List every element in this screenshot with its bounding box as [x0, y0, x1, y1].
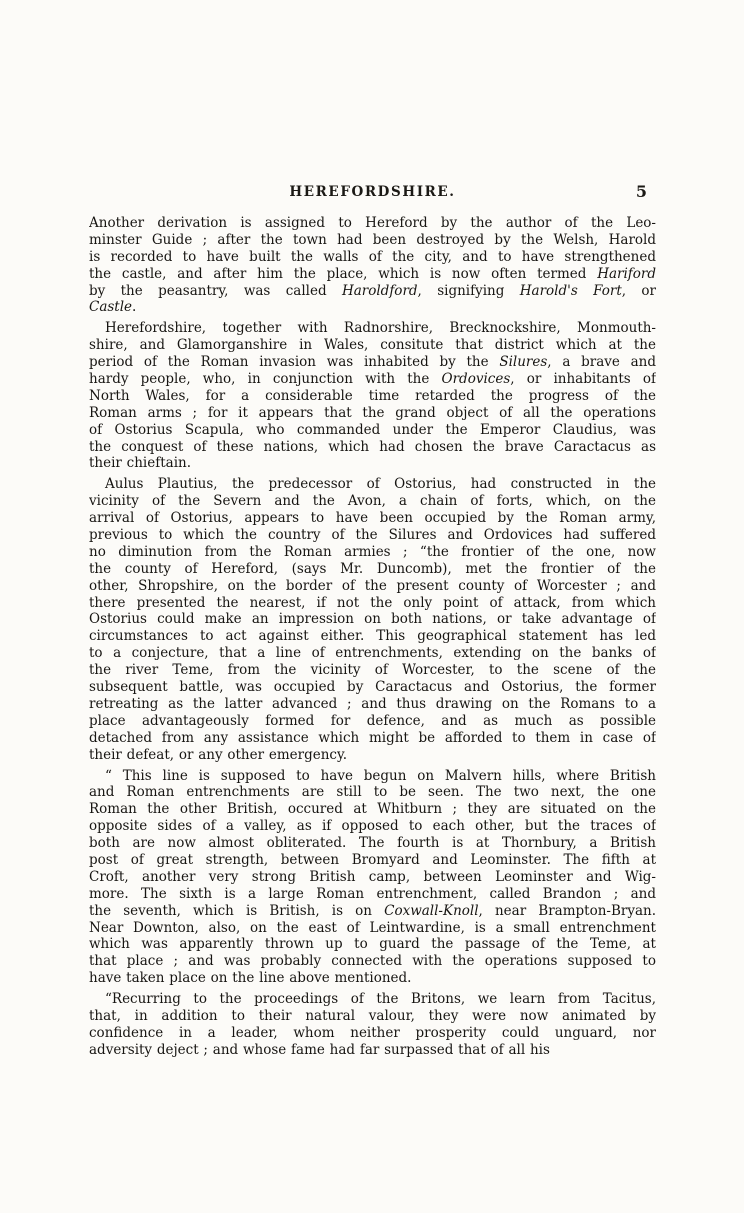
plain-text: more. The sixth is a large Roman entrenchment, called Brandon ; and: [89, 885, 656, 902]
page-header: [89, 184, 656, 202]
paragraph: [89, 768, 656, 988]
plain-text: detached from any assistance which might be afforded to them in case of: [89, 729, 656, 746]
plain-text: the county of Hereford, (says Mr. Duncomb), met the frontier of the: [89, 560, 656, 577]
text-line: [89, 784, 656, 801]
text-line: [89, 920, 656, 937]
text-line: [89, 283, 656, 300]
italic-text: Coxwall-Knoll: [384, 902, 479, 919]
text-line: [89, 645, 656, 662]
plain-text: that, in addition to their natural valour, they were now animated by: [89, 1007, 656, 1024]
text-line: [89, 835, 656, 852]
plain-text: to a conjecture, that a line of entrenchments, extending on the banks of: [89, 645, 656, 662]
plain-text: .: [132, 299, 137, 316]
plain-text: Another derivation is assigned to Hereford by the author of the Leo-: [89, 215, 656, 231]
plain-text: , a brave and: [547, 354, 656, 371]
plain-text: Roman arms ; for it appears that the grand object of all the operations: [89, 404, 656, 421]
italic-text: Castle: [89, 299, 133, 316]
plain-text: both are now almost obliterated. The fourth is at Thornbury, a British: [89, 835, 656, 852]
plain-text: period of the Roman invasion was inhabited by the: [89, 354, 500, 371]
text-line: [89, 439, 656, 456]
plain-text: their chieftain.: [89, 455, 192, 472]
italic-text: Ordovices: [441, 371, 511, 388]
plain-text: arrival of Ostorius, appears to have been occupied by the Roman army,: [89, 510, 656, 527]
text-line: [89, 455, 656, 472]
plain-text: circumstances to act against either. This geographical statement has led: [89, 628, 656, 645]
plain-text: vicinity of the Severn and the Avon, a chain of forts, which, on the: [89, 493, 656, 510]
plain-text: the river Teme, from the vicinity of Worcester, to the scene of the: [89, 662, 656, 679]
text-line: [89, 544, 656, 561]
plain-text: that place ; and was probably connected with the operations supposed to: [89, 953, 656, 970]
plain-text: , or inhabitants of: [510, 371, 656, 388]
text-line: [89, 527, 656, 544]
text-line: [89, 299, 656, 316]
plain-text: place advantageously formed for defence, and as much as possible: [89, 712, 656, 729]
plain-text: opposite sides of a valley, as if opposed to each other, but the traces of: [89, 818, 656, 835]
text-line: [89, 1008, 656, 1025]
plain-text: no diminution from the Roman armies ; “the frontier of the one, now: [89, 543, 656, 560]
text-line: [89, 1025, 656, 1042]
plain-text: of Ostorius Scapula, who commanded under the Emperor Claudius, was: [89, 421, 656, 438]
plain-text: “Recurring to the proceedings of the Britons, we learn from Tacitus,: [105, 991, 656, 1008]
paragraph: [89, 320, 656, 472]
text-line: [89, 768, 656, 785]
text-line: [89, 510, 656, 527]
text-line: [89, 713, 656, 730]
plain-text: Croft, another very strong British camp, between Leominster and Wig-: [89, 868, 656, 885]
text-line: [89, 801, 656, 818]
text-line: [89, 232, 656, 249]
paragraph: [89, 215, 656, 316]
text-line: [89, 354, 656, 371]
text-line: [89, 578, 656, 595]
plain-text: adversity deject ; and whose fame had far surpassed that of all his: [89, 1041, 550, 1058]
text-line: [89, 628, 656, 645]
plain-text: other, Shropshire, on the border of the present county of Worcester ; and: [89, 577, 656, 594]
paragraph: [89, 476, 656, 763]
text-line: [89, 493, 656, 510]
text-line: [89, 886, 656, 903]
text-line: [89, 422, 656, 439]
text-line: [89, 730, 656, 747]
plain-text: by the peasantry, was called: [89, 282, 342, 299]
italic-text: Silures: [499, 354, 548, 371]
text-line: [89, 747, 656, 764]
text-line: [89, 476, 656, 493]
plain-text: which was apparently thrown up to guard the passage of the Teme, at: [89, 936, 656, 953]
text-line: [89, 371, 656, 388]
plain-text: Ostorius could make an impression on both nations, or take advantage of: [89, 611, 656, 628]
text-line: [89, 936, 656, 953]
plain-text: post of great strength, between Bromyard and Leominster. The fifth at: [89, 851, 656, 868]
plain-text: Roman the other British, occured at Whitburn ; they are situated on the: [89, 801, 656, 818]
text-line: [89, 320, 656, 337]
text-line: [89, 679, 656, 696]
plain-text: confidence in a leader, whom neither prosperity could unguard, nor: [89, 1024, 656, 1041]
plain-text: Herefordshire, together with Radnorshire, Brecknockshire, Monmouth-: [105, 320, 656, 337]
text-line: [89, 611, 656, 628]
text-line: [89, 215, 656, 232]
italic-text: Haroldford: [341, 282, 418, 299]
text-line: [89, 991, 656, 1008]
text-line: [89, 249, 656, 266]
plain-text: , near Brampton-Bryan.: [478, 902, 656, 919]
running-header-title: HEREFORDSHIRE.: [289, 184, 456, 200]
text-line: [89, 953, 656, 970]
plain-text: hardy people, who, in conjunction with the: [89, 371, 442, 388]
text-line: [89, 903, 656, 920]
plain-text: have taken place on the line above mentioned.: [89, 970, 412, 987]
text-line: [89, 970, 656, 987]
plain-text: Near Downton, also, on the east of Leintwardine, is a small entrenchment: [89, 919, 656, 936]
plain-text: subsequent battle, was occupied by Caractacus and Ostorius, the former: [89, 679, 656, 696]
plain-text: the seventh, which is British, is on: [89, 902, 385, 919]
plain-text: the castle, and after him the place, which is now often termed: [89, 265, 598, 282]
italic-text: Hariford: [597, 265, 656, 282]
text-line: [89, 696, 656, 713]
plain-text: Aulus Plautius, the predecessor of Ostorius, had constructed in the: [105, 476, 656, 493]
text-line: [89, 1042, 656, 1059]
plain-text: , signifying: [417, 282, 520, 299]
plain-text: the conquest of these nations, which had chosen the brave Caractacus as: [89, 438, 656, 455]
plain-text: , or: [621, 282, 656, 299]
text-line: [89, 818, 656, 835]
text-line: [89, 869, 656, 886]
plain-text: shire, and Glamorganshire in Wales, consitute that district which at the: [89, 337, 656, 354]
page-number: 5: [635, 182, 647, 201]
text-line: [89, 405, 656, 422]
plain-text: retreating as the latter advanced ; and thus drawing on the Romans to a: [89, 695, 656, 712]
plain-text: North Wales, for a considerable time retarded the progress of the: [89, 387, 656, 404]
text-line: [89, 388, 656, 405]
plain-text: is recorded to have built the walls of the city, and to have strengthened: [89, 248, 656, 265]
page-content: [89, 184, 656, 1059]
italic-text: Harold's Fort: [519, 282, 622, 299]
plain-text: there presented the nearest, if not the only point of attack, from which: [89, 594, 656, 611]
text-line: [89, 266, 656, 283]
text-line: [89, 852, 656, 869]
plain-text: “ This line is supposed to have begun on Malvern hills, where British: [105, 767, 656, 784]
body-text: [89, 215, 656, 1059]
plain-text: and Roman entrenchments are still to be seen. The two next, the one: [89, 784, 656, 801]
plain-text: previous to which the country of the Silures and Ordovices had suffered: [89, 527, 656, 544]
plain-text: minster Guide ; after the town had been destroyed by the Welsh, Harold: [89, 231, 656, 248]
text-line: [89, 337, 656, 354]
text-line: [89, 561, 656, 578]
plain-text: their defeat, or any other emergency.: [89, 746, 348, 763]
paragraph: [89, 991, 656, 1059]
text-line: [89, 662, 656, 679]
text-line: [89, 595, 656, 612]
